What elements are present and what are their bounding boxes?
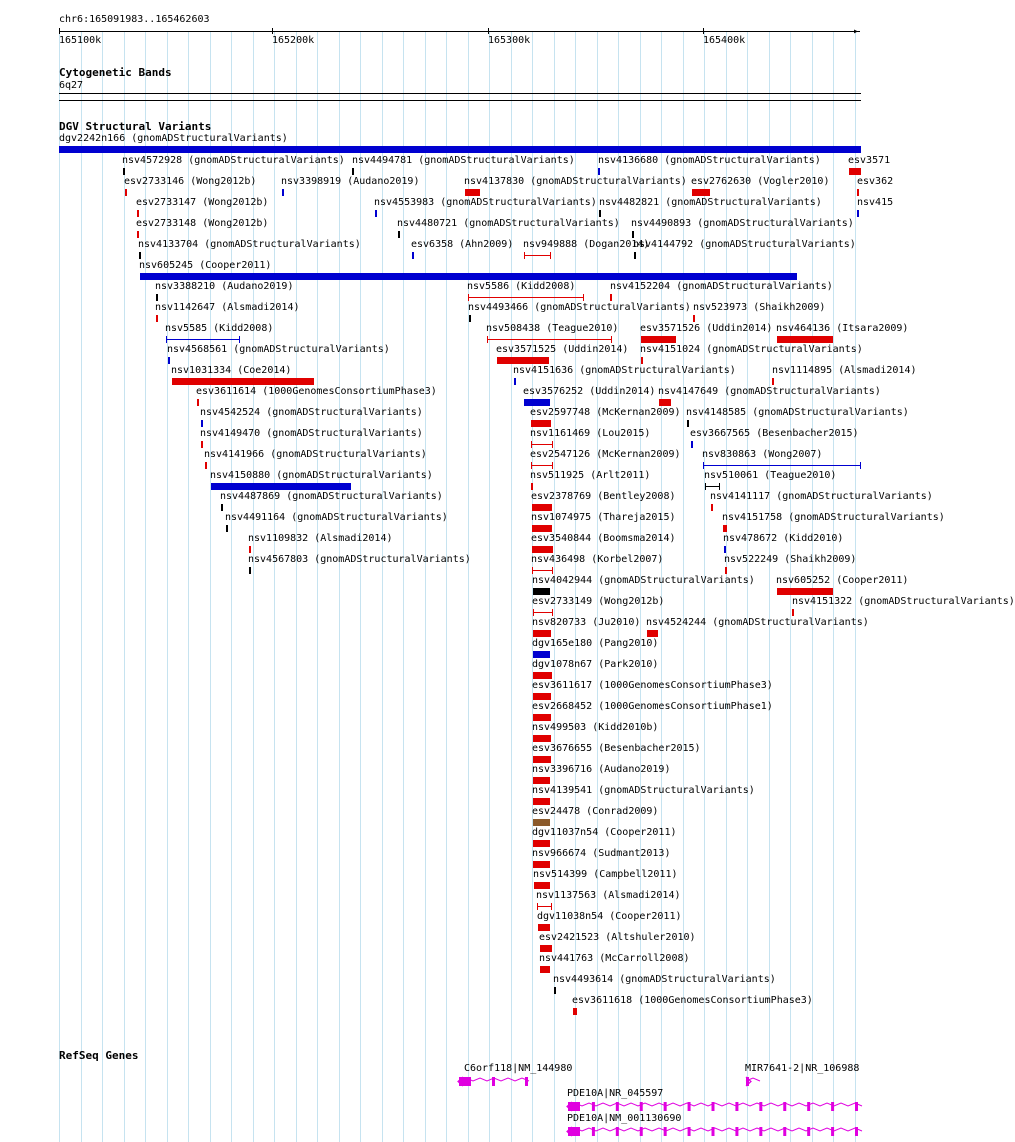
variant-bar[interactable] <box>465 189 480 196</box>
gene-exon <box>592 1127 595 1136</box>
variant-bar[interactable] <box>532 504 552 511</box>
variant-bar[interactable] <box>849 168 861 175</box>
variant-bar[interactable] <box>659 399 671 406</box>
variant-label[interactable]: esv2733148 (Wong2012b) <box>136 218 269 229</box>
variant-bar[interactable] <box>139 252 141 259</box>
variant-label[interactable]: nsv4542524 (gnomADStructuralVariants) <box>200 407 423 418</box>
variant-span-cap <box>552 441 553 448</box>
variant-bar[interactable] <box>211 483 351 490</box>
variant-label[interactable]: nsv4151024 (gnomADStructuralVariants) <box>640 344 863 355</box>
variant-span-line[interactable] <box>703 465 861 466</box>
gene-exon <box>735 1102 738 1111</box>
variant-bar[interactable] <box>514 378 516 385</box>
variant-label[interactable]: esv2597748 (McKernan2009) <box>530 407 681 418</box>
variant-label[interactable]: esv3676655 (Besenbacher2015) <box>532 743 701 754</box>
gene-exon <box>712 1102 715 1111</box>
ruler-axis[interactable] <box>59 31 860 32</box>
variant-label[interactable]: esv2421523 (Altshuler2010) <box>539 932 696 943</box>
variant-label[interactable]: esv2733146 (Wong2012b) <box>124 176 257 187</box>
gene-exon <box>807 1102 810 1111</box>
variant-span-cap <box>719 483 720 490</box>
variant-span-cap <box>166 336 167 343</box>
variant-label[interactable]: nsv1137563 (Alsmadi2014) <box>536 890 681 901</box>
variant-span-cap <box>531 441 532 448</box>
variant-span-cap <box>531 462 532 469</box>
variant-bar[interactable] <box>777 336 833 343</box>
gene-exon <box>735 1127 738 1136</box>
variant-bar[interactable] <box>352 168 354 175</box>
gene-exon <box>616 1102 619 1111</box>
variant-bar[interactable] <box>531 483 533 490</box>
variant-label[interactable]: esv3576252 (Uddin2014) <box>523 386 656 397</box>
ruler-tick <box>703 28 704 34</box>
variant-label[interactable]: esv2733149 (Wong2012b) <box>532 596 665 607</box>
gene-label[interactable]: C6orf118|NM_144980 <box>464 1063 573 1074</box>
variant-label[interactable]: nsv4568561 (gnomADStructuralVariants) <box>167 344 390 355</box>
variant-label[interactable]: esv3571 <box>848 155 891 166</box>
variant-label[interactable]: dgv165e180 (Pang2010) <box>532 638 659 649</box>
variant-bar[interactable] <box>201 420 203 427</box>
variant-bar[interactable] <box>172 378 314 385</box>
variant-label[interactable]: nsv4133704 (gnomADStructuralVariants) <box>138 239 361 250</box>
variant-span-line[interactable] <box>705 486 720 487</box>
variant-label[interactable]: esv2762630 (Vogler2010) <box>691 176 830 187</box>
variant-bar[interactable] <box>693 315 695 322</box>
dgv-track-title[interactable]: DGV Structural Variants <box>59 120 212 133</box>
variant-bar[interactable] <box>140 273 797 280</box>
variant-label[interactable]: nsv4137830 (gnomADStructuralVariants) <box>464 176 687 187</box>
variant-label[interactable]: nsv508438 (Teague2010) <box>486 323 619 334</box>
variant-bar[interactable] <box>538 924 550 931</box>
variant-bar[interactable] <box>641 357 643 364</box>
variant-label[interactable]: nsv605252 (Cooper2011) <box>776 575 909 586</box>
variant-bar[interactable] <box>469 315 471 322</box>
variant-label[interactable]: nsv4493614 (gnomADStructuralVariants) <box>553 974 776 985</box>
variant-label[interactable]: esv362 <box>857 176 894 187</box>
variant-span-line[interactable] <box>531 444 553 445</box>
ruler-tick <box>272 28 273 34</box>
variant-span-cap <box>524 252 525 259</box>
variant-bar[interactable] <box>205 462 207 469</box>
variant-label[interactable]: nsv820733 (Ju2010) <box>532 617 641 628</box>
gene-model[interactable] <box>566 1101 863 1113</box>
variant-span-line[interactable] <box>487 339 612 340</box>
variant-label[interactable]: nsv4042944 (gnomADStructuralVariants) <box>532 575 755 586</box>
variant-label[interactable]: nsv511925 (Arlt2011) <box>530 470 651 481</box>
gene-exon <box>807 1127 810 1136</box>
variant-label[interactable]: nsv3388210 (Audano2019) <box>155 281 294 292</box>
variant-bar[interactable] <box>533 693 551 700</box>
variant-bar[interactable] <box>533 651 550 658</box>
variant-span-line[interactable] <box>468 297 584 298</box>
locus-label: chr6:165091983..165462603 <box>59 14 210 25</box>
variant-bar[interactable] <box>599 210 601 217</box>
variant-label[interactable]: nsv4480721 (gnomADStructuralVariants) <box>397 218 620 229</box>
variant-span-cap <box>860 462 861 469</box>
variant-bar[interactable] <box>857 210 859 217</box>
variant-label[interactable]: nsv522249 (Shaikh2009) <box>724 554 857 565</box>
variant-span-cap <box>239 336 240 343</box>
variant-span-line[interactable] <box>533 612 553 613</box>
variant-label[interactable]: nsv4141966 (gnomADStructuralVariants) <box>204 449 427 460</box>
variant-label[interactable]: nsv3396716 (Audano2019) <box>532 764 671 775</box>
gene-intron <box>568 1103 862 1106</box>
gene-exon <box>664 1127 667 1136</box>
variant-label[interactable]: esv6358 (Ahn2009) <box>411 239 514 250</box>
variant-bar[interactable] <box>772 378 774 385</box>
gene-label[interactable]: PDE10A|NR_045597 <box>567 1088 664 1099</box>
variant-span-cap <box>583 294 584 301</box>
variant-label[interactable]: esv2733147 (Wong2012b) <box>136 197 269 208</box>
variant-span-cap <box>550 252 551 259</box>
gene-exon <box>831 1127 834 1136</box>
variant-bar[interactable] <box>725 567 727 574</box>
variant-bar[interactable] <box>533 630 551 637</box>
ruler-tick-label: 165100k <box>59 35 102 46</box>
variant-bar[interactable] <box>249 546 251 553</box>
variant-bar[interactable] <box>533 861 550 868</box>
variant-bar[interactable] <box>497 357 549 364</box>
variant-span-cap <box>552 567 553 574</box>
variant-label[interactable]: nsv4490893 (gnomADStructuralVariants) <box>631 218 854 229</box>
variant-label[interactable]: nsv4147649 (gnomADStructuralVariants) <box>658 386 881 397</box>
gene-exon <box>855 1127 858 1136</box>
gene-label[interactable]: MIR7641-2|NR_106988 <box>745 1063 860 1074</box>
variant-label[interactable]: nsv4151636 (gnomADStructuralVariants) <box>513 365 736 376</box>
variant-span-cap <box>611 336 612 343</box>
variant-bar[interactable] <box>647 630 658 637</box>
variant-bar[interactable] <box>201 441 203 448</box>
variant-label[interactable]: nsv4148585 (gnomADStructuralVariants) <box>686 407 909 418</box>
variant-span-cap <box>705 483 706 490</box>
gene-exon <box>616 1127 619 1136</box>
variant-label[interactable]: esv3611617 (1000GenomesConsortiumPhase3) <box>532 680 773 691</box>
ruler-arrow-icon: ▸ <box>853 26 860 37</box>
variant-span-cap <box>552 462 553 469</box>
variant-label[interactable]: nsv1109832 (Alsmadi2014) <box>248 533 393 544</box>
variant-label[interactable]: nsv441763 (McCarroll2008) <box>539 953 690 964</box>
variant-label[interactable]: nsv4567803 (gnomADStructuralVariants) <box>248 554 471 565</box>
variant-label[interactable]: dgv11037n54 (Cooper2011) <box>532 827 677 838</box>
variant-bar[interactable] <box>723 525 727 532</box>
variant-label[interactable]: esv2668452 (1000GenomesConsortiumPhase1) <box>532 701 773 712</box>
variant-label[interactable]: esv3571525 (Uddin2014) <box>496 344 629 355</box>
variant-bar[interactable] <box>532 525 552 532</box>
variant-label[interactable]: nsv4151758 (gnomADStructuralVariants) <box>722 512 945 523</box>
variant-bar[interactable] <box>692 189 710 196</box>
variant-label[interactable]: nsv4136680 (gnomADStructuralVariants) <box>598 155 821 166</box>
variant-label[interactable]: nsv4152204 (gnomADStructuralVariants) <box>610 281 833 292</box>
variant-label[interactable]: nsv1031334 (Coe2014) <box>171 365 292 376</box>
variant-bar[interactable] <box>123 168 125 175</box>
variant-bar[interactable] <box>59 146 861 153</box>
variant-bar[interactable] <box>533 672 552 679</box>
variant-label[interactable]: nsv1142647 (Alsmadi2014) <box>155 302 300 313</box>
variant-bar[interactable] <box>137 231 139 238</box>
gene-model[interactable] <box>744 1076 754 1088</box>
variant-label[interactable]: esv24478 (Conrad2009) <box>532 806 659 817</box>
variant-bar[interactable] <box>221 504 223 511</box>
variant-label[interactable]: nsv4144792 (gnomADStructuralVariants) <box>633 239 856 250</box>
variant-label[interactable]: esv2378769 (Bentley2008) <box>531 491 676 502</box>
variant-bar[interactable] <box>375 210 377 217</box>
variant-label[interactable]: nsv5586 (Kidd2008) <box>467 281 576 292</box>
cyto-track-title[interactable]: Cytogenetic Bands <box>59 66 172 79</box>
gene-exon <box>759 1127 762 1136</box>
variant-label[interactable]: nsv605245 (Cooper2011) <box>139 260 272 271</box>
variant-bar[interactable] <box>533 777 550 784</box>
variant-label[interactable]: esv3667565 (Besenbacher2015) <box>690 428 859 439</box>
variant-label[interactable]: nsv3398919 (Audano2019) <box>281 176 420 187</box>
variant-label[interactable]: dgv2242n166 (gnomADStructuralVariants) <box>59 133 288 144</box>
variant-label[interactable]: nsv1074975 (Thareja2015) <box>531 512 676 523</box>
gene-intron <box>568 1128 862 1131</box>
variant-bar[interactable] <box>632 231 634 238</box>
gene-exon <box>855 1102 858 1111</box>
variant-bar[interactable] <box>282 189 284 196</box>
variant-span-cap <box>533 609 534 616</box>
variant-bar[interactable] <box>540 945 552 952</box>
variant-label[interactable]: nsv966674 (Sudmant2013) <box>532 848 671 859</box>
variant-bar[interactable] <box>687 420 689 427</box>
variant-label[interactable]: nsv514399 (Campbell2011) <box>533 869 678 880</box>
refseq-track-title[interactable]: RefSeq Genes <box>59 1049 139 1062</box>
gene-exon <box>688 1102 691 1111</box>
gene-model[interactable] <box>566 1126 863 1138</box>
gene-exon <box>492 1077 495 1086</box>
variant-span-cap <box>532 567 533 574</box>
variant-label[interactable]: nsv5585 (Kidd2008) <box>165 323 274 334</box>
variant-bar[interactable] <box>554 987 556 994</box>
variant-span-cap <box>468 294 469 301</box>
variant-bar[interactable] <box>691 441 693 448</box>
variant-span-cap <box>537 903 538 910</box>
gene-exon <box>831 1102 834 1111</box>
variant-bar[interactable] <box>531 420 551 427</box>
cyto-band-line-bottom <box>59 100 861 101</box>
variant-label[interactable]: esv3611614 (1000GenomesConsortiumPhase3) <box>196 386 437 397</box>
cyto-band-line-top <box>59 93 861 94</box>
variant-span-cap <box>703 462 704 469</box>
variant-label[interactable]: nsv4487869 (gnomADStructuralVariants) <box>220 491 443 502</box>
gene-exon <box>688 1127 691 1136</box>
variant-label[interactable]: nsv499503 (Kidd2010b) <box>532 722 659 733</box>
ruler-tick <box>59 28 60 34</box>
variant-bar[interactable] <box>532 546 553 553</box>
variant-label[interactable]: nsv4493466 (gnomADStructuralVariants) <box>468 302 691 313</box>
variant-bar[interactable] <box>533 840 550 847</box>
variant-span-line[interactable] <box>524 255 551 256</box>
variant-label[interactable]: nsv415 <box>857 197 894 208</box>
ruler-tick-label: 165200k <box>272 35 315 46</box>
variant-bar[interactable] <box>634 252 636 259</box>
variant-bar[interactable] <box>641 336 676 343</box>
variant-label[interactable]: nsv949888 (Dogan2014) <box>523 239 650 250</box>
variant-label[interactable]: nsv4491164 (gnomADStructuralVariants) <box>225 512 448 523</box>
variant-label[interactable]: nsv4494781 (gnomADStructuralVariants) <box>352 155 575 166</box>
variant-span-cap <box>552 609 553 616</box>
variant-bar[interactable] <box>197 399 199 406</box>
variant-bar[interactable] <box>534 882 550 889</box>
ruler-tick-label: 165400k <box>703 35 746 46</box>
gene-exon <box>640 1102 643 1111</box>
variant-bar[interactable] <box>533 756 551 763</box>
variant-label[interactable]: nsv510061 (Teague2010) <box>704 470 837 481</box>
variant-bar[interactable] <box>777 588 833 595</box>
variant-label[interactable]: nsv4150880 (gnomADStructuralVariants) <box>210 470 433 481</box>
variant-bar[interactable] <box>249 567 251 574</box>
variant-bar[interactable] <box>533 819 550 826</box>
gene-exon <box>783 1127 786 1136</box>
variant-label[interactable]: nsv4553983 (gnomADStructuralVariants) <box>374 197 597 208</box>
gene-label[interactable]: PDE10A|NM_001130690 <box>567 1113 682 1124</box>
variant-label[interactable]: nsv464136 (Itsara2009) <box>776 323 909 334</box>
variant-bar[interactable] <box>533 714 551 721</box>
variant-label[interactable]: esv3571526 (Uddin2014) <box>640 323 773 334</box>
variant-bar[interactable] <box>137 210 139 217</box>
variant-bar[interactable] <box>540 966 550 973</box>
variant-bar[interactable] <box>226 525 228 532</box>
variant-label[interactable]: nsv4524244 (gnomADStructuralVariants) <box>646 617 869 628</box>
variant-label[interactable]: nsv1161469 (Lou2015) <box>530 428 651 439</box>
ruler-tick-label: 165300k <box>488 35 531 46</box>
variant-label[interactable]: nsv830863 (Wong2007) <box>702 449 823 460</box>
variant-span-line[interactable] <box>532 570 553 571</box>
variant-label[interactable]: esv3540844 (Boomsma2014) <box>531 533 676 544</box>
variant-bar[interactable] <box>711 504 713 511</box>
variant-label[interactable]: nsv523973 (Shaikh2009) <box>693 302 826 313</box>
variant-bar[interactable] <box>168 357 170 364</box>
variant-span-cap <box>487 336 488 343</box>
variant-label[interactable]: esv2547126 (McKernan2009) <box>530 449 681 460</box>
gene-model[interactable] <box>457 1076 533 1088</box>
variant-bar[interactable] <box>610 294 612 301</box>
variant-label[interactable]: esv3611618 (1000GenomesConsortiumPhase3) <box>572 995 813 1006</box>
variant-label[interactable]: nsv4149470 (gnomADStructuralVariants) <box>200 428 423 439</box>
variant-bar[interactable] <box>857 189 859 196</box>
variant-label[interactable]: nsv4141117 (gnomADStructuralVariants) <box>710 491 933 502</box>
variant-bar[interactable] <box>598 168 600 175</box>
variant-label[interactable]: dgv11038n54 (Cooper2011) <box>537 911 682 922</box>
variant-bar[interactable] <box>524 399 550 406</box>
variant-bar[interactable] <box>573 1008 577 1015</box>
variant-span-line[interactable] <box>531 465 553 466</box>
variant-span-cap <box>551 903 552 910</box>
variant-label[interactable]: nsv4482821 (gnomADStructuralVariants) <box>599 197 822 208</box>
variant-label[interactable]: nsv4572928 (gnomADStructuralVariants) <box>122 155 345 166</box>
variant-label[interactable]: nsv4151322 (gnomADStructuralVariants) <box>792 596 1015 607</box>
variant-span-line[interactable] <box>166 339 240 340</box>
variant-bar[interactable] <box>125 189 127 196</box>
cyto-band-label: 6q27 <box>59 80 84 91</box>
variant-bar[interactable] <box>412 252 414 259</box>
gene-exon <box>592 1102 595 1111</box>
variant-bar[interactable] <box>156 294 158 301</box>
variant-label[interactable]: nsv478672 (Kidd2010) <box>723 533 844 544</box>
variant-bar[interactable] <box>533 735 551 742</box>
variant-bar[interactable] <box>533 798 550 805</box>
variant-span-line[interactable] <box>537 906 552 907</box>
gene-exon <box>525 1077 528 1086</box>
variant-label[interactable]: nsv1114895 (Alsmadi2014) <box>772 365 917 376</box>
gene-exon <box>664 1102 667 1111</box>
variant-label[interactable]: nsv436498 (Korbel2007) <box>531 554 664 565</box>
variant-label[interactable]: nsv4139541 (gnomADStructuralVariants) <box>532 785 755 796</box>
ruler-tick <box>488 28 489 34</box>
variant-bar[interactable] <box>792 609 794 616</box>
gene-exon <box>640 1127 643 1136</box>
variant-bar[interactable] <box>724 546 726 553</box>
variant-bar[interactable] <box>533 588 550 595</box>
gene-exon <box>712 1127 715 1136</box>
gene-exon <box>783 1102 786 1111</box>
gene-exon <box>759 1102 762 1111</box>
variant-label[interactable]: dgv1078n67 (Park2010) <box>532 659 659 670</box>
variant-bar[interactable] <box>156 315 158 322</box>
variant-bar[interactable] <box>398 231 400 238</box>
